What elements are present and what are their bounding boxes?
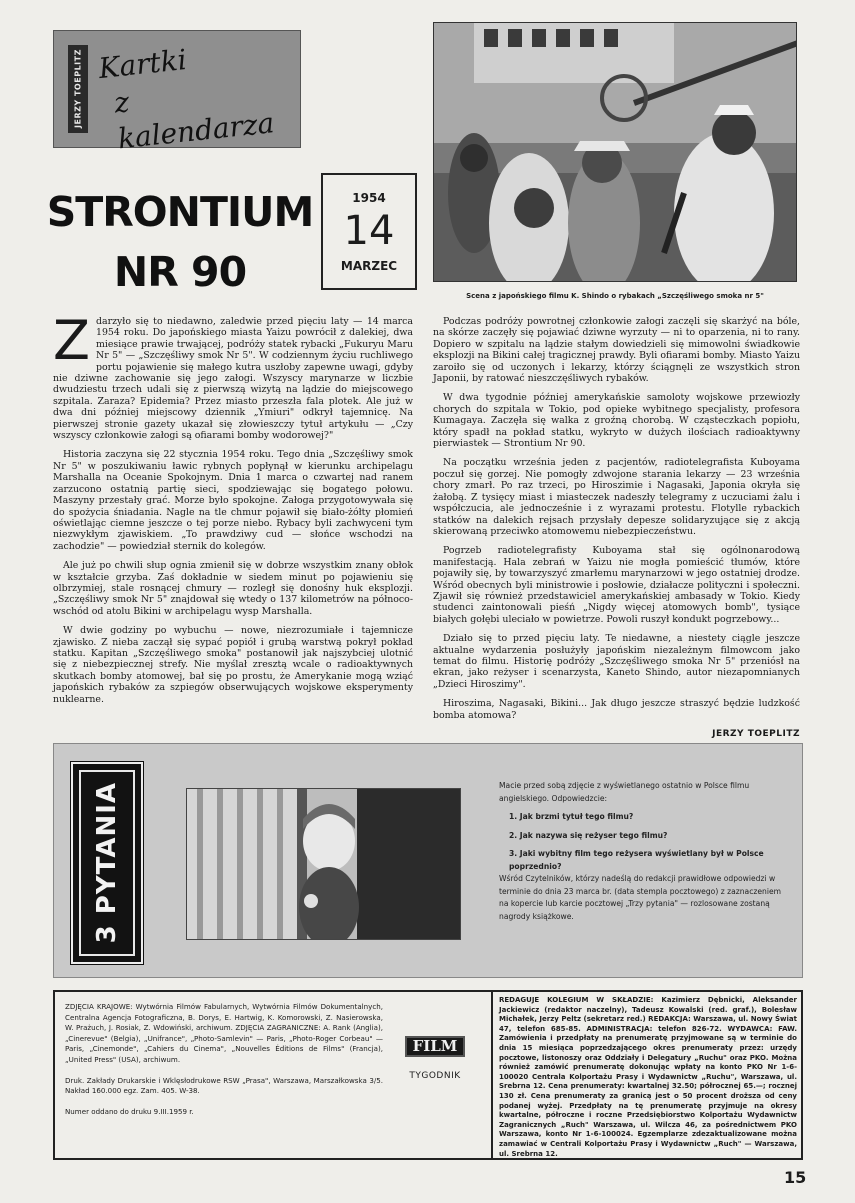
date-year: 1954: [352, 191, 386, 205]
article-signature: JERZY TOEPLITZ: [712, 729, 800, 739]
masthead-footer: [53, 990, 803, 1160]
article-paragraph: Działo się to przed pięciu laty. Te niedawne, a niestety ciągle jeszcze aktualne wydarzenia posłużyły japońskim niezależnym filmowcom jako temat do filmu. Historię podróży „Szczęśliwego smoka Nr 5" przeniósł na ekran, jako reżyser i scenarzysta, Kaneto Shindo, autor niezapomnianych „Dzieci Hiroszimy".: [433, 633, 800, 690]
article-paragraph: Podczas podróży powrotnej członkowie załogi zaczęli się skarżyć na bóle, na skórze zaczęły się pojawiać dziwne wyrzuty — ni to oparzenia, ni to rany. Dopiero w szpitalu na lądzie stałym dowiedzieli się mimowolni świadkowie eksplozji na Bikini całej tragicznej prawdy. Byli ofiarami bomby. Miasto Yaizu zaroiło się od uczonych i lekarzy, którzy ściągnęli ze wszystkich stron Japonii, by ratować nieszczęśliwych rybaków.: [433, 316, 800, 385]
article-paragraph: Pogrzeb radiotelegrafisty Kuboyama stał się ogólnonarodową manifestacją. Hala zebrań w Yaizu nie mogła pomieścić tłumów, które pojawiły się, by towarzyszyć zmarłemu marynarzowi w jego ostatniej drodze. Wśród obecnych byli ministrowie i posłowie, działacze polityczni i społeczni. Zjawił się również przedstawiciel amerykańskiej ambasady w Tokio. Kiedy studenci zaintonowali pieśń „Nigdy więcej atomowych bomb", tysiące białych gołębi uleciało w powietrze. Powoli ruszył kondukt pogrzebowy...: [433, 545, 800, 625]
issue-date: Numer oddano do druku 9.III.1959 r.: [65, 1106, 194, 1116]
date-box: [321, 173, 417, 290]
section-header-box: [53, 30, 301, 156]
article-paragraph: W dwie godziny po wybuchu — nowe, niezrozumiałe i tajemnicze zjawisko. Z nieba zaczął się sypać popiół i grubą warstwą pokrył pokład statku. Kapitan „Szczęśliwego smoka" postanowił jak najszybciej ulotnić się z niebezpiecznej strefy. Nie myślał zresztą wcale o radioaktywnych skutkach bomby atomowej, bał się po prostu, że Amerykanie mogą wziąć japońskich rybaków za szpiegów obserwujących wojskowe eksperymenty nuklearne.: [53, 625, 413, 705]
article-paragraph: Hiroszima, Nagasaki, Bikini... Jak długo jeszcze straszyć będzie ludzkość bomba atomowa?: [433, 698, 800, 721]
quiz-logo-frame: [79, 770, 135, 956]
magazine-logo-block: [395, 1036, 475, 1081]
article-paragraph: Historia zaczyna się 22 stycznia 1954 roku. Tego dnia „Szczęśliwy smok Nr 5" w poszukiwaniu ławic rybnych popłynął w kierunku archipelagu Marshalla na Oceanie Spokojnym. Dnia 1 marca o czwartej nad ranem zarzucono ostatnią partię sieci, spodziewając się bogatego połowu. Maszyny przestały grać. Morze było spokojne. Załoga przygotowywała się do spożycia śniadania. Nagle na tle chmur pojawił się biało-żółty płomień oświetlając ciemne jeszcze o tej porze niebo. Rybacy byli zachwyceni tym niezwykłym zjawiskiem. „To prawdziwy cud — słońce wschodzi na zachodzie" — powiedział sternik do kolegów.: [53, 449, 413, 552]
article-paragraph: [53, 309, 413, 442]
quiz-question: 2. Jak nazywa się reżyser tego filmu?: [509, 830, 668, 840]
article-column-left: [53, 309, 413, 713]
quiz-box: [53, 743, 803, 978]
article-column-right: [433, 316, 800, 740]
quiz-question: 3. Jaki wybitny film tego reżysera wyświetlany był w Polsce poprzednio?: [509, 849, 764, 871]
film-still-photo: [433, 22, 797, 282]
article-title-line2: NR 90: [113, 248, 247, 296]
author-vertical-label: JERZY TOEPLITZ: [68, 45, 88, 133]
page-number: 15: [784, 1168, 807, 1187]
article-paragraph-text: darzyło się to niedawno, zaledwie przed pięciu laty — 14 marca 1954 roku. Do japońskiego miasta Yaizu powrócił z dalekiej, dwa miesiące prawie trwającej, podróży statek rybacki „Fukuryu Maru Nr 5" — „Szczęśliwy smok Nr 5". W codziennym życiu ruchliwego portu pojawienie się małego kutra uszłoby zapewne uwagi, gdyby nie dziwne zachowanie się jego załogi. Wszyscy marynarze w liczbie dwudziestu trzech udali się z pierwszą wizytą na lądzie do miejscowego szpitala. Zaraza? Epidemia? Przez miasto przeszła fala plotek. Ale już w dwa dni później miejscowy dziennik „Ymiuri" odkrył tajemnicę. Na pierwszej stronie gazety ukazał się złowieszczy tytuł artykułu — „Czy wszyscy członkowie załogi są ofiarami bomby wodorowej?": [53, 316, 413, 442]
photo-credits: [65, 1002, 383, 1117]
article-paragraph: Na początku września jeden z pacjentów, radiotelegrafista Kuboyama poczuł się gorzej. Nie pomogły zdwojone starania lekarzy — 23 września chory zmarł. Po raz trzeci, po Hiroszimie i Nagasaki, Japonia okryła się żałobą. Z tysięcy miast i miasteczek nadeszły telegramy z uczuciami żalu i współczucia, ale jednocześnie i z wyrazami protestu. Flotylle rybackich statków na dalekich rejsach przysłały depesze solidaryzujące się z akcją skierowaną przeciwko atomowemu niebezpieczeństwu.: [433, 457, 800, 537]
article-title-line1: STRONTIUM: [46, 188, 314, 236]
quiz-logo-text: 3 PYTANIA: [92, 782, 122, 944]
date-day: 14: [343, 208, 395, 254]
date-month: MARZEC: [340, 259, 398, 273]
film-logo: FILM: [405, 1036, 466, 1057]
article-paragraph: W dwa tygodnie później amerykańskie samoloty wojskowe przewiozły chorych do szpitala w Tokio, pod opieke wybitnego specjalisty, profesora Kumagaya. Zaczęła się walka z groźną chorobą. W cząsteczkach popiołu, który spadł na pokład statku, wykryto w dużych ilościach radioaktywny pierwiastek — Strontium Nr 90.: [433, 392, 800, 450]
quiz-text: [499, 780, 791, 929]
quiz-intro: Macie przed sobą zdjęcie z wyświetlanego ostatnio w Polsce filmu angielskiego. Odpowiedzcie:: [499, 781, 750, 803]
section-title-line2: z kalendarza: [112, 85, 276, 156]
quiz-logo: [71, 762, 143, 964]
article-paragraph: Ale już po chwili słup ognia zmienił się w dobrze wszystkim znany obłok w kształcie grzyba. Zaś dokładnie w siedem minut po pojawieniu się olbrzymiej, stale rosnącej chmury — rozległ się donośny huk eksplozji. „Szczęśliwy smok Nr 5" znajdował się wtedy o 137 kilometrów na północo-wschód od atolu Bikini w archipelagu wysp Marshalla.: [53, 560, 413, 617]
quiz-film-still: [186, 788, 461, 940]
boy-at-door-illustration: [187, 789, 461, 940]
weekly-label: TYGODNIK: [409, 1070, 461, 1081]
editorial-info: REDAGUJE KOLEGIUM W SKŁADZIE: Kazimierz Dębnicki, Aleksander Jackiewicz (redaktor naczelny), Tadeusz Kowalski (red. graf.), Bolesław Michałek, Jerzy Peltz (sekretarz red.) REDAKCJA: Warszawa, ul. Nowy Świat 47, telefon 685-85. ADMINISTRACJA: telefon 826-72. WYDAWCA: FAW. Zamówienia i przedpłaty na prenumeratę przyjmowane są w terminie do dnia 15 miesiąca poprzedzającego okres prenumeraty przez: urzędy pocztowe, listonoszy oraz Oddziały i Delegatury „Ruchu" oraz PKO. Można również zamówić prenumeratę dokonując wpłaty na konto PKO Nr 1-6-100020 Centrala Kolportażu Prasy i Wydawnictw „Ruchu", Warszawa, ul. Srebrna 12. Cena prenumeraty: kwartalnej 32.50; półrocznej 65.—; rocznej 130 zł. Cena prenumeraty za granicą jest o 50 procent droższa od ceny podanej wyżej. Przedpłaty na tę prenumeratę przyjmuje na okresy kwartalne, półroczne i roczne Przedsiębiorstwo Kolportażu Wydawnictw Zagranicznych „Ruch" Warszawa, ul. Wilcza 46, za pośrednictwem PKO Warszawa, konto Nr 1-6-100024. Egzemplarze zdezaktualizowane można zamawiać w Centrali Kolportażu Prasy i Wydawnictw „Ruch" — Warszawa, ul. Srebrna 12.: [491, 992, 803, 1158]
fishermen-photo-illustration: [434, 23, 797, 282]
print-info: Druk. Zakłady Drukarskie i Wklęsłodrukowe RSW „Prasa", Warszawa, Marszałkowska 3/5. Nakład 160.000 egz. Zam. 405. W-38.: [65, 1075, 383, 1096]
drop-cap: Z: [53, 309, 90, 372]
section-title: [97, 31, 297, 158]
article-title: [40, 182, 320, 302]
quiz-rules: Wśród Czytelników, którzy nadeślą do redakcji prawidłowe odpowiedzi w terminie do dnia 23 marca br. (data stempla pocztowego) z zaznaczeniem na kopercie lub karcie pocztowej „Trzy pytania" — rozlosowane zostaną nagrody książkowe.: [499, 874, 782, 921]
section-title-line1: Kartki: [96, 43, 189, 86]
quiz-question: 1. Jak brzmi tytuł tego filmu?: [509, 812, 634, 821]
photo-caption: Scena z japońskiego filmu K. Shindo o rybakach „Szczęśliwego smoka nr 5": [466, 292, 764, 300]
credits-text: ZDJĘCIA KRAJOWE: Wytwórnia Filmów Fabularnych, Wytwórnia Filmów Dokumentalnych, Centralna Agencja Fotograficzna, B. Dorys, E. Hartwig, K. Komorowski, Z. Nasierowska, W. Prażuch, J. Rosiak, Z. Wdowiński, archiwum. ZDJĘCIA ZAGRANICZNE: A. Rank (Anglia), „Cinerevue" (Belgia), „Unifrance", „Photo-Samlevin" — Paris, „Photo-Roger Corbeau" — Paris, „Cinemonde", „Cahiers du Cinema", „Nouvelles Éditions de Films" (Francja), „United Press" (USA), archiwum.: [65, 1002, 383, 1064]
